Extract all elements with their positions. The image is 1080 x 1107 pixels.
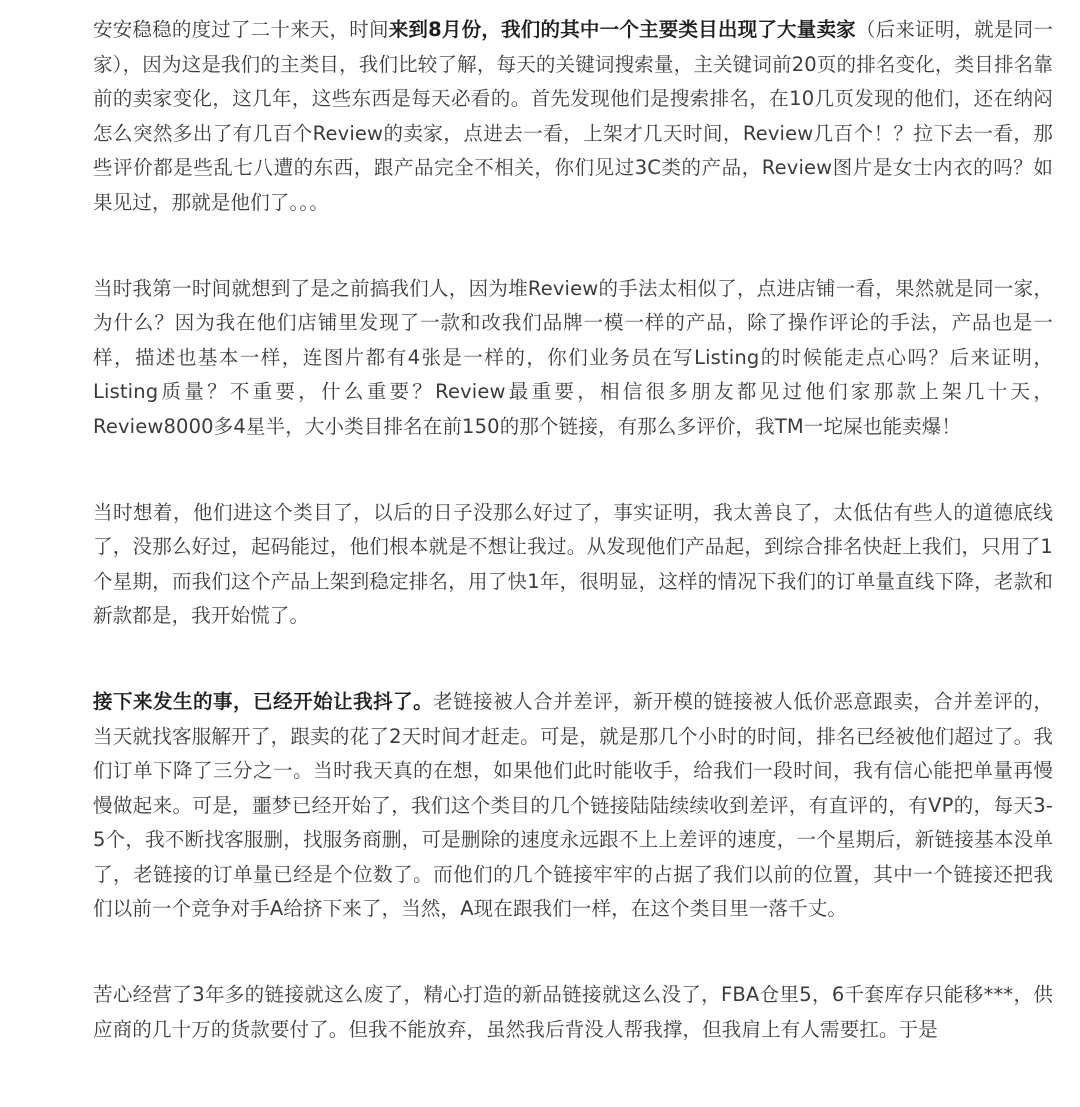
paragraph-4-bold-text: 接下来发生的事，已经开始让我抖了。 [93, 689, 434, 713]
paragraph-1-text-2: （后来证明，就是同一家），因为这是我们的主类目，我们比较了解，每天的关键词搜索量，主关键词前20页的排名变化，类目排名靠前的卖家变化，这几年，这些东西是每天必看的。首先发现他们是搜索排名，在10几页发现的他们，还在纳闷怎么突然多出了有几百个Review的卖家，点进去一看，上架才几天时间，Review几百个！？拉下去一看，那些评价都是些乱七八遭的东西，跟产品完全不相关，你们见过3C类的产品，Review图片是女士内衣的吗？如果见过，那就是他们了。。。 [93, 18, 1053, 214]
paragraph-3-text: 当时想着，他们进这个类目了，以后的日子没那么好过了，事实证明，我太善良了，太低估有些人的道德底线了，没那么好过，起码能过，他们根本就是不想让我过。从发现他们产品起，到综合排名快赶上我们，只用了1个星期，而我们这个产品上架到稳定排名，用了快1年，很明显，这样的情况下我们的订单量直线下降，老款和新款都是，我开始慌了。 [93, 500, 1053, 628]
paragraph-2-text: 当时我第一时间就想到了是之前搞我们人，因为堆Review的手法太相似了，点进店铺一看，果然就是同一家，为什么？因为我在他们店铺里发现了一款和改我们品牌一模一样的产品，除了操作评论的手法，产品也是一样，描述也基本一样，连图片都有4张是一样的，你们业务员在写Listing的时候能走点心吗？后来证明，Listing质量？不重要，什么重要？Review最重要，相信很多朋友都见过他们家那款上架几十天，Review8000多4星半，大小类目排名在前150的那个链接，有那么多评价，我TM一坨屎也能卖爆！ [93, 276, 1053, 438]
paragraph-1-text-1: 安安稳稳的度过了二十来天，时间 [93, 18, 389, 41]
paragraph-5 [93, 978, 1053, 1047]
paragraph-3 [93, 496, 1053, 634]
paragraph-2 [93, 272, 1053, 445]
paragraph-4 [93, 685, 1053, 927]
paragraph-4-text: 老链接被人合并差评，新开模的链接被人低价恶意跟卖，合并差评的，当天就找客服解开了，跟卖的花了2天时间才赶走。可是，就是那几个小时的时间，排名已经被他们超过了。我们订单下降了三分之一。当时我天真的在想，如果他们此时能收手，给我们一段时间，我有信心能把单量再慢慢做起来。可是，噩梦已经开始了，我们这个类目的几个链接陆陆续续收到差评，有直评的，有VP的，每天3-5个，我不断找客服删，找服务商删，可是删除的速度永远跟不上上差评的速度，一个星期后，新链接基本没单了，老链接的订单量已经是个位数了。而他们的几个链接牢牢的占据了我们以前的位置，其中一个链接还把我们以前一个竞争对手A给挤下来了，当然，A现在跟我们一样，在这个类目里一落千丈。 [93, 689, 1053, 921]
paragraph-5-text: 苦心经营了3年多的链接就这么废了，精心打造的新品链接就这么没了，FBA仓里5，6千套库存只能移***，供应商的几十万的货款要付了。但我不能放弃，虽然我后背没人帮我撑，但我肩上有人需要扛。于是 [93, 983, 1053, 1041]
paragraph-1 [93, 13, 1053, 221]
paragraph-1-bold-text: 来到8月份，我们的其中一个主要类目出现了大量卖家 [388, 18, 856, 41]
article-body [93, 13, 1053, 1047]
